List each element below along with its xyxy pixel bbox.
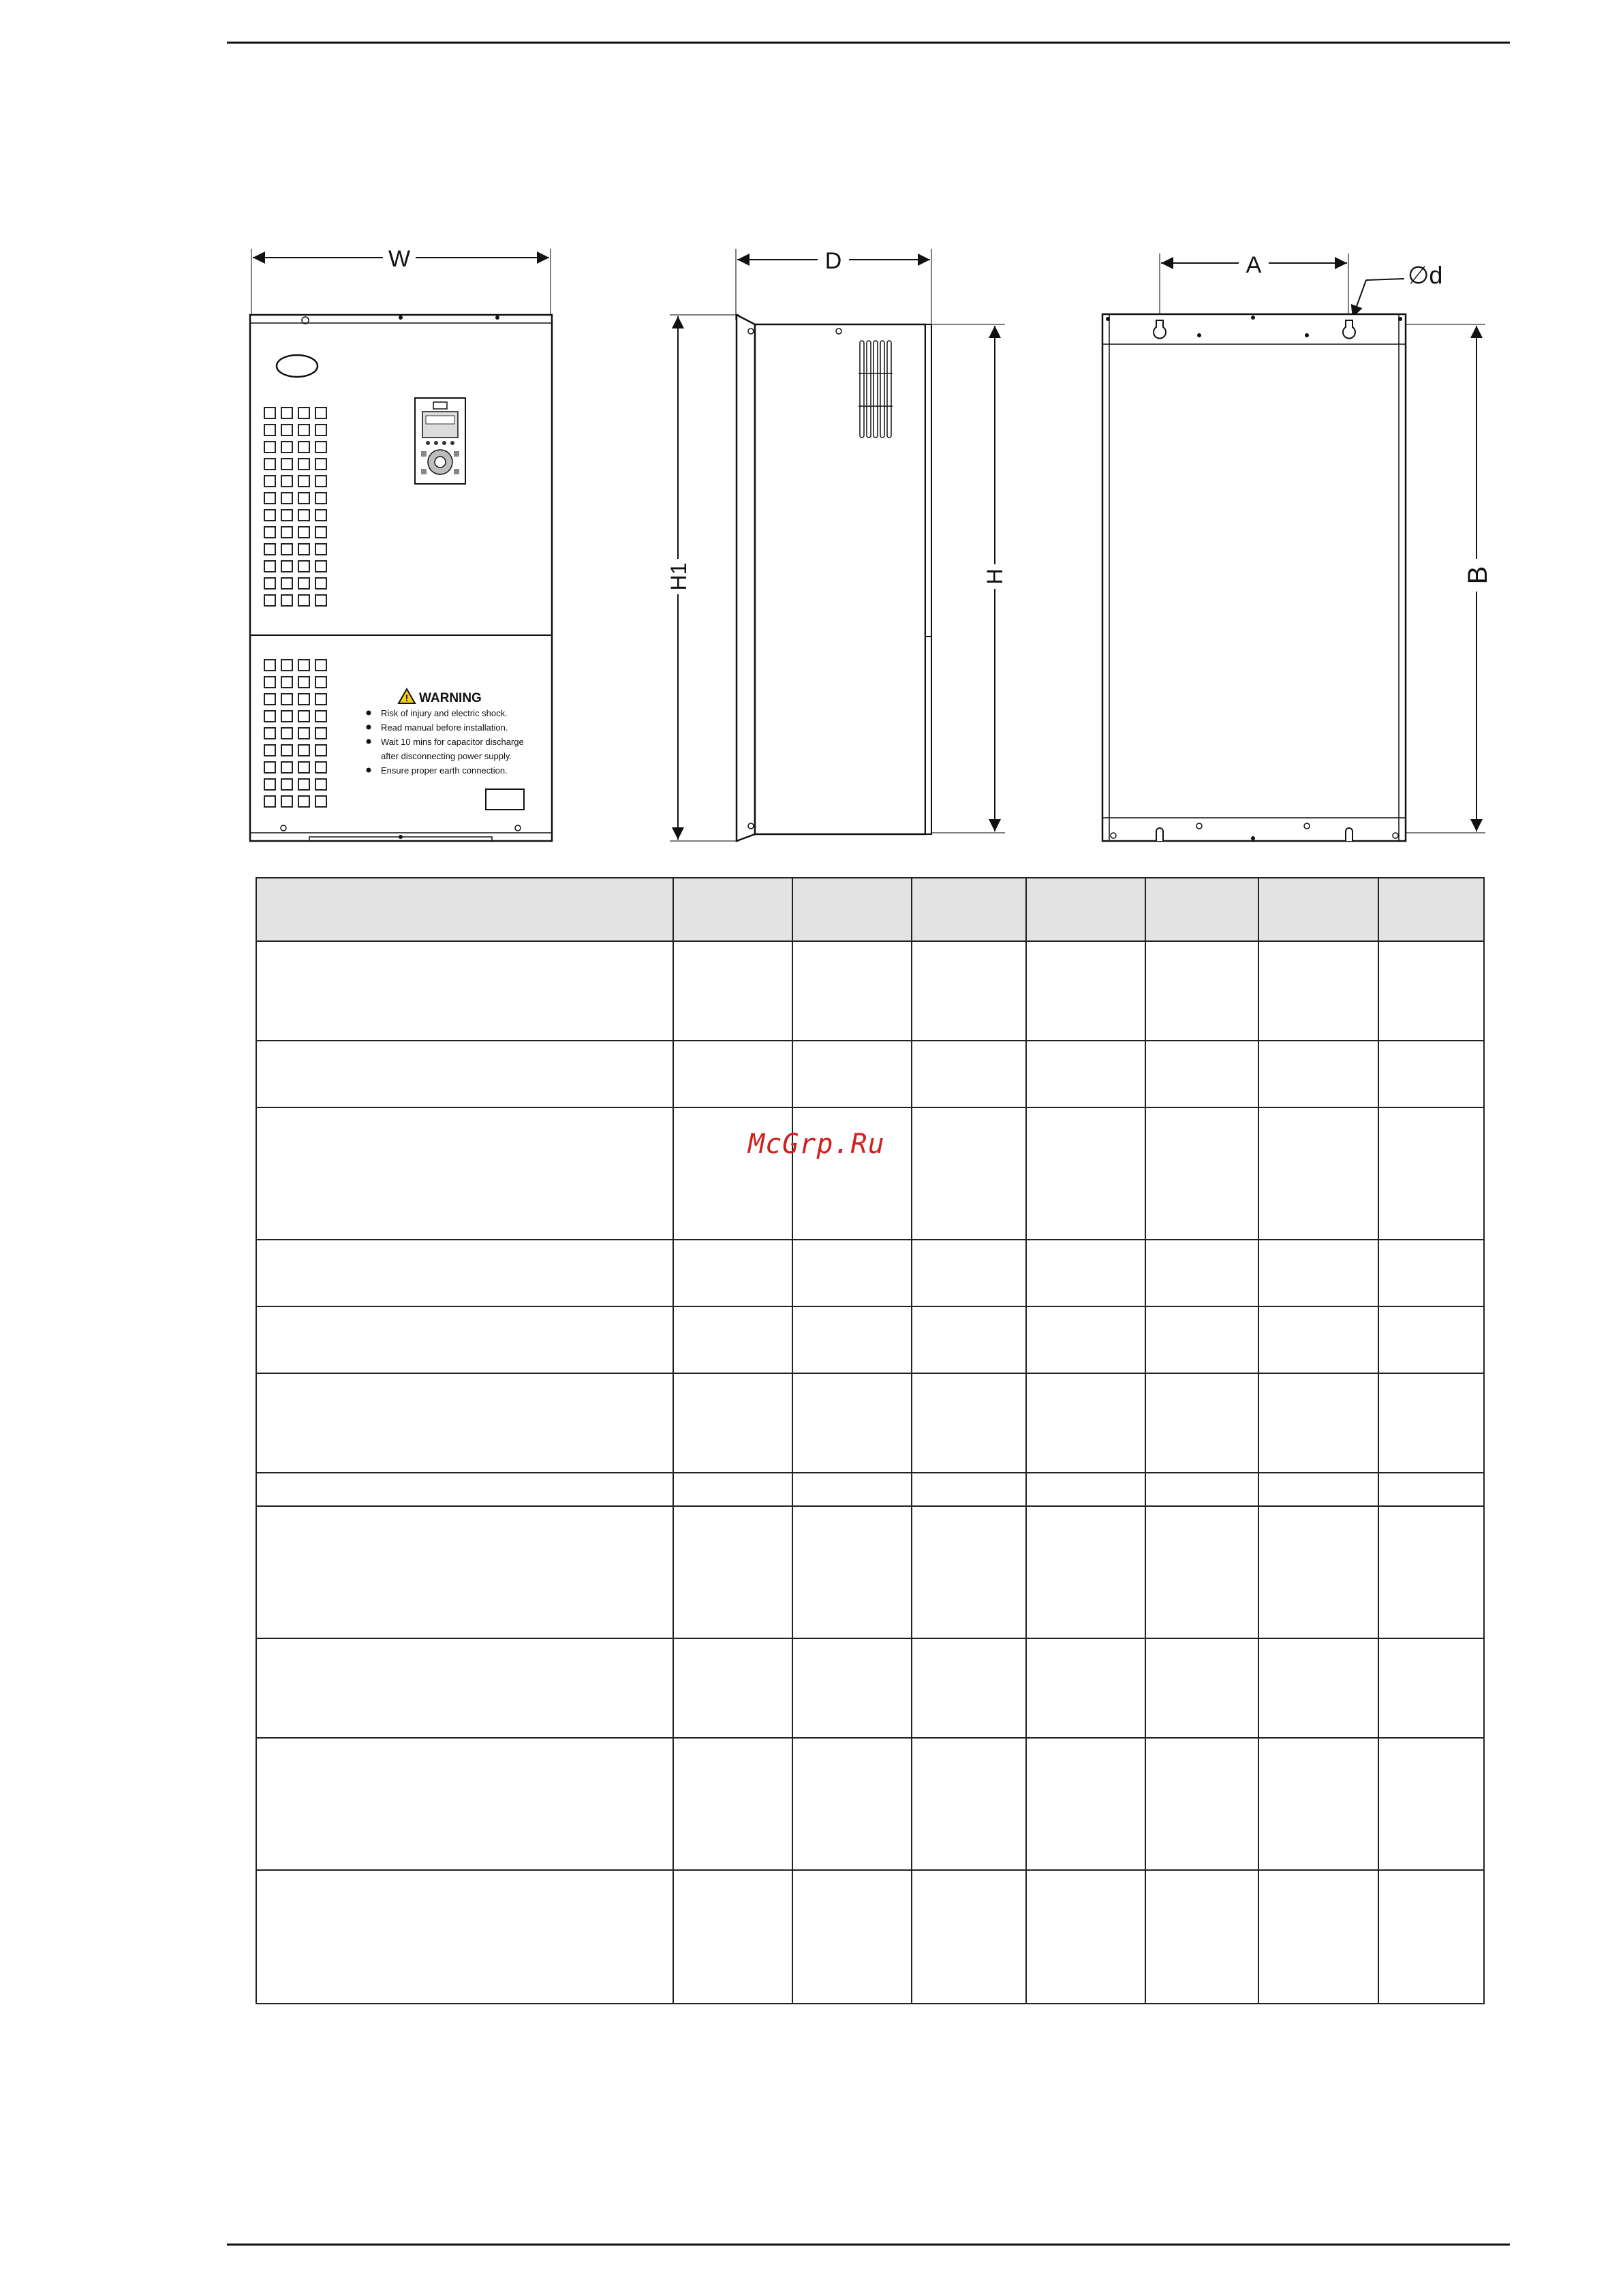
front-view (250, 245, 552, 841)
watermark: McGrp.Ru (748, 1129, 885, 1160)
table-row (256, 1041, 1484, 1107)
back-view (1102, 251, 1493, 841)
table-row (256, 941, 1484, 1041)
a-label: A (1246, 252, 1262, 278)
table-row (256, 1306, 1484, 1373)
warning-line-5: Ensure proper earth connection. (381, 765, 508, 776)
table-header-row (256, 878, 1484, 941)
keypad (415, 398, 465, 484)
svg-text:!: ! (405, 692, 409, 703)
table-row (256, 1870, 1484, 2004)
warning-line-3: Wait 10 mins for capacitor discharge (381, 737, 524, 747)
h-label: H (983, 568, 1007, 585)
dimension-spec-table (256, 877, 1485, 2004)
table-row (256, 1107, 1484, 1240)
warning-title: WARNING (419, 691, 482, 705)
warning-line-4: after disconnecting power supply. (381, 751, 512, 761)
table-row (256, 1473, 1484, 1506)
hole-diameter-label: ∅d (1408, 261, 1443, 289)
table-row (256, 1506, 1484, 1638)
depth-label: D (824, 248, 842, 274)
table-row (256, 1373, 1484, 1473)
width-label: W (388, 246, 411, 272)
warning-line-2: Read manual before installation. (381, 722, 508, 733)
bottom-rule (227, 2244, 1510, 2246)
b-label: B (1463, 566, 1493, 585)
warning-line-1: Risk of injury and electric shock. (381, 708, 508, 718)
table-row (256, 1638, 1484, 1738)
table-row (256, 1738, 1484, 1870)
side-view (666, 248, 1007, 841)
dimension-drawings (0, 0, 1623, 859)
table-row (256, 1240, 1484, 1306)
h1-label: H1 (666, 562, 691, 591)
